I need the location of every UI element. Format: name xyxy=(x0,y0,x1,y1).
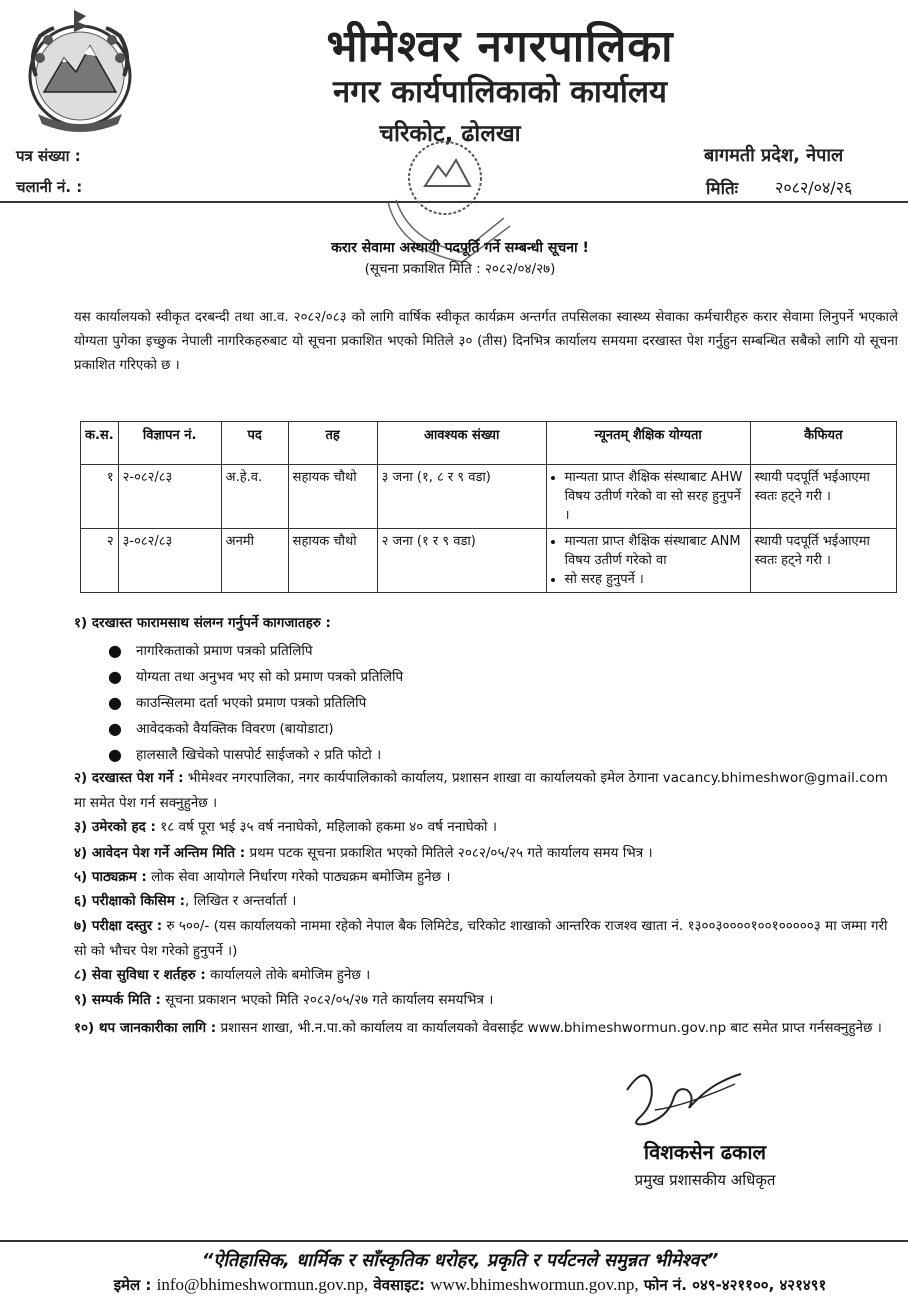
website-link[interactable]: www.bhimeshwormun.gov.np, xyxy=(430,1275,639,1294)
section-2-text: भीमेश्वर नगरपालिका, नगर कार्यपालिकाको कार्यालय, प्रशासन शाखा वा कार्यालयको इमेल ठेगाना vacancy.bhimeshwor@gmail.com मा समेत पेश गर्न सक्नुहुनेछ । xyxy=(74,770,888,811)
municipality-title: भीमेश्वर नगरपालिका xyxy=(326,21,674,72)
table-row xyxy=(81,465,897,529)
section-5-label: ५) पाठ्यक्रम : xyxy=(74,869,147,885)
phone-label: फोन नं. xyxy=(643,1276,687,1294)
col-level: तह xyxy=(288,422,377,465)
email-label: इमेल : xyxy=(113,1276,152,1294)
doc-item-text: योग्यता तथा अनुभव भए सो को प्रमाण पत्रको प्रतिलिपि xyxy=(136,669,404,685)
col-sn: क.स. xyxy=(81,422,119,465)
signatory-name: विशकसेन ढकाल xyxy=(643,1140,767,1164)
date-value: २०८२/०४/२६ xyxy=(775,178,853,197)
section-3-label: ३) उमेरको हद : xyxy=(74,819,156,835)
table-row xyxy=(81,529,897,593)
signature-scribble xyxy=(615,1060,755,1140)
letter-no-label: पत्र संख्या : xyxy=(16,147,81,165)
doc-item-text: हालसालै खिचेको पासपोर्ट साईजको २ प्रति फोटो । xyxy=(136,747,382,763)
section-2 xyxy=(74,766,900,816)
cell-post: अनमी xyxy=(221,529,288,593)
section-4-text: प्रथम पटक सूचना प्रकाशित भएको मितिले २०८२/०५/२५ गते कार्यालय समय भित्र । xyxy=(249,845,653,861)
section-6-text: , लिखित र अन्तर्वार्ता । xyxy=(184,893,297,909)
qualification-item: • सो सरह हुनुपर्ने । xyxy=(565,570,746,589)
nepal-emblem-logo xyxy=(18,6,142,136)
col-qualification: न्यूनतम् शैक्षिक योग्यता xyxy=(546,422,750,465)
signatory-title: प्रमुख प्रशासकीय अधिकृत xyxy=(634,1171,776,1189)
doc-item-text: नागरिकताको प्रमाण पत्रको प्रतिलिपि xyxy=(136,643,313,659)
website-label: वेवसाइट: xyxy=(373,1276,425,1294)
email-link[interactable]: info@bhimeshwormun.gov.np, xyxy=(156,1275,369,1294)
section-5-text: लोक सेवा आयोगले निर्धारण गरेको पाठ्यक्रम बमोजिम हुनेछ । xyxy=(151,869,451,885)
section-5 xyxy=(74,865,900,890)
list-item xyxy=(104,690,804,716)
office-title: नगर कार्यपालिकाको कार्यालय xyxy=(333,74,667,110)
list-item xyxy=(104,664,804,690)
section-6-label: ६) परीक्षाको किसिम : xyxy=(74,893,185,909)
section-2-label: २) दरखास्त पेश गर्ने : xyxy=(74,770,184,786)
section-7-text: रु ५००/- (यस कार्यालयको नाममा रहेको नेपाल बैक लिमिटेड, चरिकोट शाखाको आन्तरिक राजश्व खाता नं. १३००३००००१००१०००००३ मा जम्मा गरी सो को भौचर पेश गरेको हुनुपर्ने ।) xyxy=(74,918,888,959)
vacancy-table xyxy=(80,421,897,593)
table-header-row xyxy=(81,422,897,465)
section-7 xyxy=(74,914,900,964)
office-location: चरिकोट, ढोलखा xyxy=(379,121,521,147)
list-item xyxy=(104,638,804,664)
qualification-item: • मान्यता प्राप्त शैक्षिक संस्थाबाट AHW विषय उतीर्ण गरेको वा सो सरह हुनुपर्ने । xyxy=(565,468,746,525)
cell-post: अ.हे.व. xyxy=(221,465,288,529)
list-item xyxy=(104,716,804,742)
footer-contact xyxy=(40,1275,900,1295)
section-4 xyxy=(74,841,900,866)
section-9-text: सूचना प्रकाशन भएको मिति २०८२/०५/२७ गते कार्यालय समयभित्र । xyxy=(165,992,494,1008)
bullet-icon: ● xyxy=(108,719,122,738)
cell-qualification xyxy=(546,465,750,529)
notice-intro: यस कार्यालयको स्वीकृत दरबन्दी तथा आ.व. २०८२/०८३ को लागि वार्षिक स्वीकृत कार्यक्रम अन्तर्गत तपसिलका स्वास्थ्य सेवाका कर्मचारीहरु करार सेवामा लिनुपर्ने भएकाले योग्यता पुगेका इच्छुक नेपाली नागरिकहरुबाट यो सूचना प्रकाशित भएको मितिले ३० (तीस) दिनभित्र कार्यालय समयमा दरखास्त पेश गर्नुहुन सम्बन्धित सबैको लागि यो सूचना प्रकाशित गरिएको छ । xyxy=(74,310,898,373)
cell-remark: स्थायी पदपूर्ति भईआएमा स्वतः हट्ने गरी । xyxy=(750,529,896,593)
qualification-item: • मान्यता प्राप्त शैक्षिक संस्थाबाट ANM विषय उतीर्ण गरेको वा xyxy=(565,532,746,570)
section-3 xyxy=(74,815,900,840)
section-9-label: ९) सम्पर्क मिति : xyxy=(74,992,161,1008)
phone-numbers: ०४९-४२११००, ४२१४९१ xyxy=(692,1276,827,1294)
section-10-text: प्रशासन शाखा, भी.न.पा.को कार्यालय वा कार्यालयको वेवसाईट www.bhimeshwormun.gov.np बाट समेत प्राप्त गर्नसक्नुहुनेछ । xyxy=(220,1020,882,1036)
col-remarks: कैफियत xyxy=(750,422,896,465)
province-text: बागमती प्रदेश, नेपाल xyxy=(704,145,844,166)
cell-remark: स्थायी पदपूर्ति भईआएमा स्वतः हट्ने गरी । xyxy=(750,465,896,529)
col-count: आवश्यक संख्या xyxy=(377,422,546,465)
section-3-text: १८ वर्ष पूरा भई ३५ वर्ष ननाघेको, महिलाको हकमा ४० वर्ष ननाघेको । xyxy=(160,819,497,835)
cell-count: ३ जना (१, ८ र ९ वडा) xyxy=(377,465,546,529)
section-4-label: ४) आवेदन पेश गर्ने अन्तिम मिति : xyxy=(74,845,246,861)
cell-level: सहायक चौथो xyxy=(288,465,377,529)
docs-title: १) दरखास्त फारामसाथ संलग्न गर्नुपर्ने कागजातहरु : xyxy=(74,615,331,631)
cell-count: २ जना (१ र ९ वडा) xyxy=(377,529,546,593)
section-8 xyxy=(74,963,900,988)
section-7-label: ७) परीक्षा दस्तुर : xyxy=(74,918,163,934)
section-8-text: कार्यालयले तोके बमोजिम हुनेछ । xyxy=(210,967,371,983)
section-9 xyxy=(74,988,900,1013)
col-post: पद xyxy=(221,422,288,465)
notice-published-date: (सूचना प्रकाशित मिति : २०८२/०४/२७) xyxy=(364,261,556,277)
notice-subject: करार सेवामा अस्थायी पदपूर्ति गर्ने सम्बन्धी सूचना ! xyxy=(331,240,589,256)
date-label: मितिः xyxy=(706,179,739,199)
cell-level: सहायक चौथो xyxy=(288,529,377,593)
footer-divider xyxy=(0,1240,908,1242)
bullet-icon: ● xyxy=(108,745,122,764)
list-item xyxy=(104,742,804,768)
footer-slogan: “ऐतिहासिक, धार्मिक र साँस्कृतिक धरोहर, प्रकृति र पर्यटनले समुन्नत भीमेश्वर” xyxy=(201,1250,719,1271)
doc-item-text: काउन्सिलमा दर्ता भएको प्रमाण पत्रको प्रतिलिपि xyxy=(136,695,367,711)
bullet-icon: ● xyxy=(108,667,122,686)
col-ad-no: विज्ञापन नं. xyxy=(118,422,221,465)
cell-sn: १ xyxy=(81,465,119,529)
cell-sn: २ xyxy=(81,529,119,593)
section-8-label: ८) सेवा सुविधा र शर्तहरु : xyxy=(74,967,206,983)
cell-qualification xyxy=(546,529,750,593)
section-10-label: १०) थप जानकारीका लागि : xyxy=(74,1020,217,1036)
dispatch-no-label: चलानी नं. : xyxy=(16,178,83,196)
bullet-icon: ● xyxy=(108,693,122,712)
docs-list xyxy=(104,638,804,768)
cell-ad-no: ३-०८२/८३ xyxy=(118,529,221,593)
doc-item-text: आवेदकको वैयक्तिक विवरण (बायोडाटा) xyxy=(136,721,334,737)
cell-ad-no: २-०८२/८३ xyxy=(118,465,221,529)
section-10 xyxy=(74,1016,900,1041)
bullet-icon: ● xyxy=(108,641,122,660)
section-6 xyxy=(74,889,900,914)
